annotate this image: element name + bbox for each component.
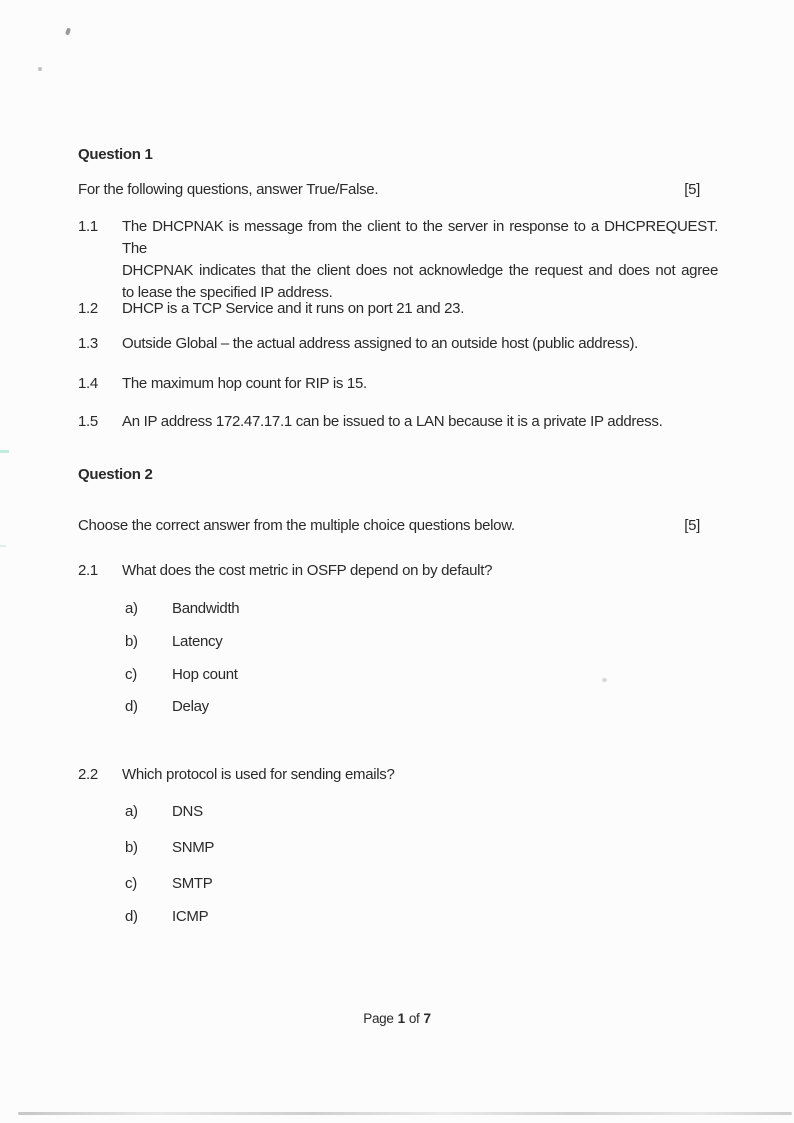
option-letter: d) — [125, 698, 138, 715]
option-letter: a) — [125, 600, 138, 617]
footer-page-label: Page — [363, 1011, 394, 1026]
footer-of-label: of — [408, 1011, 420, 1026]
question2-intro-row — [78, 515, 718, 537]
item-text — [122, 216, 718, 304]
item-text: DHCP is a TCP Service and it runs on port 21 and 23. — [122, 300, 465, 317]
question2-marks: [5] — [684, 517, 700, 534]
question1-heading: Question 1 — [78, 146, 153, 163]
option-letter: c) — [125, 875, 137, 892]
item-number: 1.3 — [78, 335, 98, 352]
option-2-1-a — [78, 598, 718, 620]
item-text-line: to lease the specified IP address. — [122, 284, 333, 301]
item-question: What does the cost metric in OSFP depend on by default? — [122, 562, 493, 579]
option-letter: a) — [125, 803, 138, 820]
scan-bottom-shadow — [18, 1112, 792, 1115]
option-2-1-b — [78, 631, 718, 653]
item-number: 1.5 — [78, 413, 98, 430]
scan-edge-fleck — [0, 450, 9, 453]
question1-intro-text: For the following questions, answer True/False. — [78, 181, 379, 198]
item-1-1 — [78, 216, 718, 304]
item-1-4 — [78, 373, 718, 395]
option-2-2-c — [78, 873, 718, 895]
scan-speck — [65, 28, 71, 36]
item-1-5 — [78, 411, 718, 433]
option-text: SNMP — [172, 839, 215, 856]
scan-speck — [38, 67, 42, 71]
option-text: ICMP — [172, 908, 209, 925]
option-2-1-d — [78, 696, 718, 718]
option-2-1-c — [78, 664, 718, 686]
question1-intro-row — [78, 179, 718, 201]
item-2-1 — [78, 560, 718, 582]
option-2-2-b — [78, 837, 718, 859]
item-number: 1.2 — [78, 300, 98, 317]
item-question: Which protocol is used for sending emails? — [122, 766, 395, 783]
page-footer — [0, 1008, 794, 1030]
question1-marks: [5] — [684, 181, 700, 198]
item-1-3 — [78, 333, 718, 355]
item-text: An IP address 172.47.17.1 can be issued to a LAN because it is a private IP address. — [122, 413, 663, 430]
option-text: Delay — [172, 698, 209, 715]
item-number: 2.1 — [78, 562, 98, 579]
item-number: 1.4 — [78, 375, 98, 392]
item-number: 1.1 — [78, 218, 98, 235]
item-1-2 — [78, 298, 718, 320]
option-letter: c) — [125, 666, 137, 683]
option-letter: b) — [125, 633, 138, 650]
item-2-2 — [78, 764, 718, 786]
item-text: Outside Global – the actual address assigned to an outside host (public address). — [122, 335, 639, 352]
footer-page-total: 7 — [423, 1011, 431, 1026]
footer-page-number: 1 — [397, 1011, 405, 1026]
option-2-2-a — [78, 801, 718, 823]
option-text: SMTP — [172, 875, 213, 892]
option-text: Latency — [172, 633, 223, 650]
option-text: DNS — [172, 803, 203, 820]
item-text: The maximum hop count for RIP is 15. — [122, 375, 367, 392]
item-number: 2.2 — [78, 766, 98, 783]
option-text: Bandwidth — [172, 600, 240, 617]
scan-edge-fleck — [0, 545, 6, 547]
option-letter: d) — [125, 908, 138, 925]
question2-intro-text: Choose the correct answer from the multiple choice questions below. — [78, 517, 515, 534]
option-text: Hop count — [172, 666, 238, 683]
option-2-2-d — [78, 906, 718, 928]
question2-heading: Question 2 — [78, 466, 153, 483]
item-text-line: DHCPNAK indicates that the client does not acknowledge the request and does not agree — [122, 262, 718, 279]
item-text-line: The DHCPNAK is message from the client to the server in response to a DHCPREQUEST. The — [122, 218, 718, 257]
option-letter: b) — [125, 839, 138, 856]
